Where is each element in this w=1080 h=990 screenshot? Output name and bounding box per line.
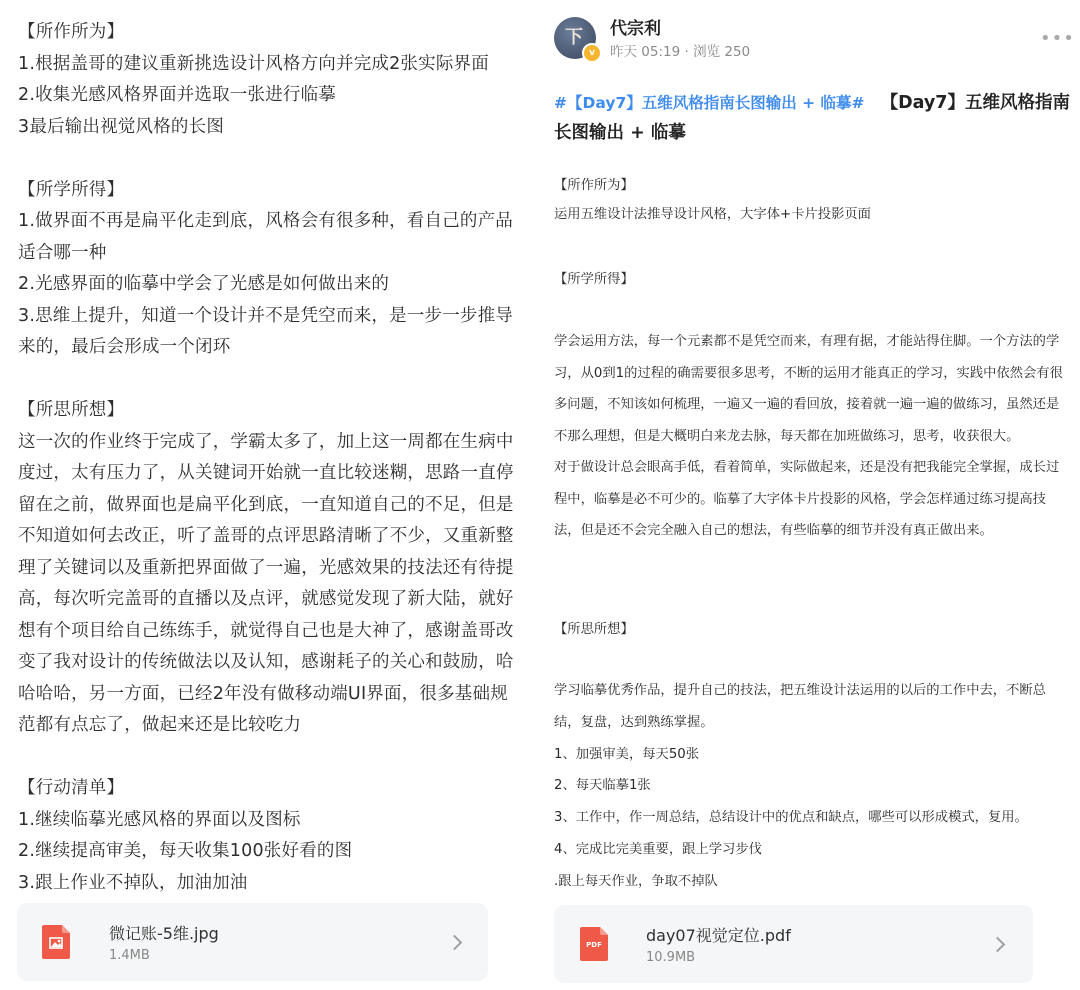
section-body-2: 学会运用方法，每一个元素都不是凭空而来，有理有据，才能站得住脚。一个方法的学习，从0到1的过程的确需要很多思考，不断的运用才能真正的学习，实践中依然会有很多问题，不知该如何梳理，一遍又一遍的看回放，接着就一遍一遍的做练习，虽然还是不那么理想，但是大概明白来龙去脉，每天都在加班做练习，思考，收获很大。 对于做设计总会眼高手低，看着简单，实际做起来，还是没有把我能完全掌握，成长过程中，临摹是必不可少的。临摹了大字体卡片投影的风格，学会怎样通过练习提高技法，但是还不会完全融入自己的想法，有些临摹的细节并没有真正做出来。 — [554, 334, 1063, 538]
post-title-text: 【Day7】五维风格指南长图输出 + 临摹 — [554, 93, 1070, 143]
attachment-file-size: 1.4MB — [109, 948, 150, 963]
author-name[interactable]: 代宗利 — [610, 19, 661, 39]
section-heading-1: 【所作所为】 — [554, 178, 634, 193]
attachment-file-name: 微记账-5维.jpg — [109, 924, 219, 943]
verified-badge-icon: v — [582, 43, 602, 63]
topic-tag-link[interactable]: #【Day7】五维风格指南长图输出 + 临摹# — [554, 94, 865, 112]
avatar-glyph: 下 — [565, 27, 583, 48]
right-post — [536, 0, 1080, 990]
section-heading-2: 【所学所得】 — [554, 272, 634, 287]
more-options-icon[interactable]: ••• — [1040, 28, 1075, 49]
right-attachment-card[interactable] — [554, 905, 1033, 983]
attachment-file-size: 10.9MB — [646, 950, 696, 965]
image-file-icon — [42, 925, 70, 959]
chevron-right-icon — [447, 935, 463, 951]
meta-separator: · — [680, 44, 694, 60]
left-attachment-card[interactable] — [17, 903, 488, 981]
left-post-text: 【所作所为】 1.根据盖哥的建议重新挑选设计风格方向并完成2张实际界面 2.收集光感风格界面并选取一张进行临摹 3最后输出视觉风格的长图 【所学所得】 1.做界面不再是扁平化走到底，风格会有很多种，看自己的产品适合哪一种 2.光感界面的临摹中学会了光感是如何做出来的 3.思维上提升，知道一个设计并不是凭空而来，是一步一步推导来的，最后会形成一个闭环 【所思所想】 这一次的作业终于完成了，学霸太多了，加上这一周都在生病中度过，太有压力了，从关键词开始就一直比较迷糊，思路一直停留在之前，做界面也是扁平化到底，一直知道自己的不足，但是不知道如何去改正，听了盖哥的点评思路清晰了不少，又重新整理了关键词以及重新把界面做了一遍，光感效果的技法还有待提高，每次听完盖哥的直播以及点评，就感觉发现了新大陆，就好想有个项目给自己练练手，就觉得自己也是大神了，感谢盖哥改变了我对设计的传统做法以及认知，感谢耗子的关心和鼓励，哈哈哈哈，另一方面，已经2年没有做移动端UI界面，很多基础规范都有点忘了，做起来还是比较吃力 【行动清单】 1.继续临摹光感风格的界面以及图标 2.继续提高审美，每天收集100张好看的图 3.跟上作业不掉队，加油加油 — [18, 22, 514, 893]
post-title — [554, 88, 1070, 148]
attachment-file-name: day07视觉定位.pdf — [646, 926, 791, 945]
section-body-3: 学习临摹优秀作品，提升自己的技法，把五维设计法运用的以后的工作中去，不断总结，复盘，达到熟练掌握。 1、加强审美，每天50张 2、每天临摹1张 3、工作中，作一周总结，总结设计中的优点和缺点，哪些可以形成模式，复用。 4、完成比完美重要，跟上学习步伐 .跟上每天作业，争取不掉队 — [554, 683, 1046, 889]
post-time: 昨天 05:19 — [610, 44, 681, 60]
chevron-right-icon — [990, 937, 1006, 953]
view-count: 浏览 250 — [693, 44, 751, 60]
section-heading-3: 【所思所想】 — [554, 622, 634, 637]
section-body-1: 运用五维设计法推导设计风格，大字体+卡片投影页面 — [554, 207, 871, 222]
post-meta — [610, 40, 750, 60]
left-post — [0, 0, 536, 990]
pdf-icon-label: PDF — [586, 941, 602, 949]
